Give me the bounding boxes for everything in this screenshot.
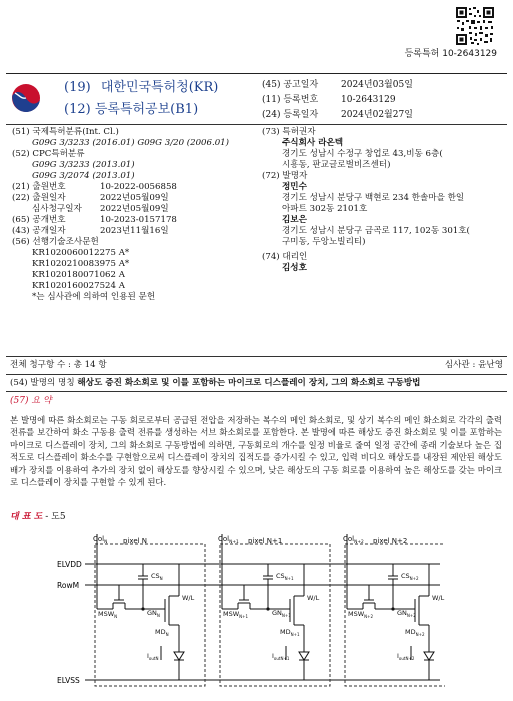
wl-label: W/L [182, 594, 195, 602]
inventor-heading: (72) 발명자 [262, 171, 308, 181]
gn-label: $GN_{N+1}$ [272, 609, 291, 618]
msw-label: $MSW_N$ [98, 610, 118, 619]
abstract-heading: (57) 요 약 [10, 396, 52, 406]
prior-art-note: *는 심사관에 의하여 인용된 문헌 [32, 292, 156, 302]
led-symbol [424, 652, 434, 660]
bibliography-right [262, 127, 507, 274]
md-label: $MD_{N+1}$ [280, 628, 300, 637]
pixel-title: pixel N+2 [373, 537, 408, 545]
elvss-label: ELVSS [57, 676, 80, 685]
registration-number-header: 등록특허 10-2643129 [404, 49, 497, 59]
examiner: 심사관 : 윤난영 [444, 360, 503, 370]
cs-label: $CS_N$ [151, 572, 163, 581]
ipc-heading: (51) 국제특허분류(Int. Cl.) [12, 127, 119, 137]
application-date: (22) 출원일자 2022년05월09일 [12, 193, 169, 203]
inventor-1-address-1: 경기도 성남시 분당구 백현로 234 한솔마을 한일 [282, 193, 465, 203]
title-code: (54) [10, 378, 28, 388]
inventor-2-address-2: 구미동, 두앙노빌리티) [282, 237, 366, 247]
gn-label: $GN_{N+2}$ [397, 609, 416, 618]
msw-label: $MSW_{N+2}$ [348, 610, 374, 619]
elvdd-label: ELVDD [57, 560, 82, 569]
prior-art-2: KR1020210083975 A* [32, 259, 130, 269]
qr-code [455, 6, 495, 46]
prior-art-1: KR1020060012275 A* [32, 248, 130, 258]
representative-figure-label: 대 표 도 [10, 512, 43, 522]
column-label: Col$_{N+2}$ [343, 535, 364, 545]
led-symbol [299, 652, 309, 660]
cpc-class-1: G09G 3/3233 (2013.01) [32, 160, 135, 170]
md-label: $MD_{N+2}$ [405, 628, 425, 637]
cs-label: $CS_{N+1}$ [276, 572, 294, 581]
owner-name: 주식회사 라온텍 [282, 138, 344, 148]
iout-label: $I_{outN+2}$ [397, 652, 415, 661]
office-code: (19) [64, 80, 91, 95]
cpc-class-2: G09G 3/2074 (2013.01) [32, 171, 135, 181]
pixel-title: pixel N+1 [248, 537, 283, 545]
publication-number: (65) 공개번호 10-2023-0157178 [12, 215, 177, 225]
representative-figure [10, 512, 66, 523]
led-symbol [174, 652, 184, 660]
bibliography-left [12, 127, 257, 303]
invention-title-row [10, 378, 420, 389]
title-label: 발명의 명칭 [30, 378, 75, 388]
iout-label: $I_{outN}$ [147, 652, 159, 661]
publication-date: (43) 공개일자 2023년11월16일 [12, 226, 169, 236]
agent-name: 김성호 [282, 263, 307, 273]
inventor-1-address-2: 아파트 302동 2101호 [282, 204, 368, 214]
owner-heading: (73) 특허권자 [262, 127, 316, 137]
meta-publication-date: (45) 공고일자 2024년03월05일 [262, 80, 413, 90]
representative-figure-number: - 도5 [45, 512, 66, 522]
md-label: $MD_N$ [155, 628, 169, 637]
publication-code: (12) [64, 102, 91, 117]
meta-registration-date: (24) 등록일자 2024년02월27일 [262, 110, 413, 120]
inventor-1-name: 정민수 [282, 182, 307, 192]
wl-label: W/L [432, 594, 445, 602]
claims-count: 전체 청구항 수 : 총 14 항 [10, 360, 107, 370]
office-name: 대한민국특허청(KR) [100, 80, 219, 95]
column-label: Col$_{N+1}$ [218, 535, 239, 545]
msw-label: $MSW_{N+1}$ [223, 610, 249, 619]
iout-label: $I_{outN+1}$ [272, 652, 290, 661]
owner-address-2: 시흥동, 판교글로벌비즈센터) [282, 160, 391, 170]
korean-government-emblem-icon [10, 82, 42, 114]
top-rule [6, 73, 507, 74]
wl-label: W/L [307, 594, 320, 602]
ipc-classes: G09G 3/3233 (2016.01) G09G 3/20 (2006.01) [32, 138, 230, 148]
abstract-rule [6, 391, 507, 392]
abstract-text: 본 발명에 따른 화소회로는 구동 회로로부터 공급된 전압을 저장하는 복수의 메인 화소회로, 및 상기 복수의 메인 화소회로 각각의 출력 전류를 보간하여 화소 구동용 출력 전류를 생성하는 서브 화소회로를 포함한다. 본 발명에 따른 해상도 증진 화소회로 및 이를 포함하는 마이크로 디스플레이 장치, 그의 화소회로 구동방법에 의하면, 구동회로의 개수를 일정 비율로 줄여 일정 공간에 종래 기술보다 높은 집적도로 디스플레이 화소수를 구현함으로써 디스플레이 장치의 집적도를 증가시킬 수 있고, 입력 비디오 해상도를 내장된 제안된 해상도 배가 장치를 이용하여 추가의 장치 없이 해상도를 향상시킬 수 있으며, 낮은 해상도의 구동 회로를 이용하여 높은 해상도를 갖는 마이크로 디스플레이 장치를 구현할 수 있게 된다. [10, 415, 502, 488]
cpc-heading: (52) CPC특허분류 [12, 149, 85, 159]
header-rule [6, 124, 507, 125]
prior-art-heading: (56) 선행기술조사문헌 [12, 237, 99, 247]
rowm-label: RowM [57, 581, 80, 590]
pixel-title: pixel N [123, 537, 148, 545]
prior-art-3: KR1020180071062 A [32, 270, 125, 280]
meta-registration-number: (11) 등록번호 10-2643129 [262, 95, 396, 105]
examination-date: 심사청구일자 2022년05월09일 [32, 204, 169, 214]
title-rule [6, 374, 507, 375]
inventor-2-name: 김보은 [282, 215, 307, 225]
invention-title: 해상도 증진 화소회로 및 이를 포함하는 마이크로 디스플레이 장치, 그의 화소회로 구동방법 [77, 378, 421, 388]
application-number: (21) 출원번호 10-2022-0056858 [12, 182, 177, 192]
agent-heading: (74) 대리인 [262, 252, 308, 262]
owner-address-1: 경기도 성남시 수정구 창업로 43,비동 6층( [282, 149, 443, 159]
publication-type: 등록특허공보(B1) [94, 102, 199, 117]
claims-rule [6, 356, 507, 357]
publication-type-header [64, 101, 198, 118]
prior-art-4: KR1020160027524 A [32, 281, 125, 291]
cs-label: $CS_{N+2}$ [401, 572, 419, 581]
column-label: Col$_N$ [93, 535, 108, 545]
circuit-figure [55, 534, 445, 694]
office-header [64, 79, 218, 96]
inventor-2-address-1: 경기도 성남시 분당구 금곡로 117, 102동 301호( [282, 226, 470, 236]
gn-label: $GN_N$ [147, 609, 160, 618]
